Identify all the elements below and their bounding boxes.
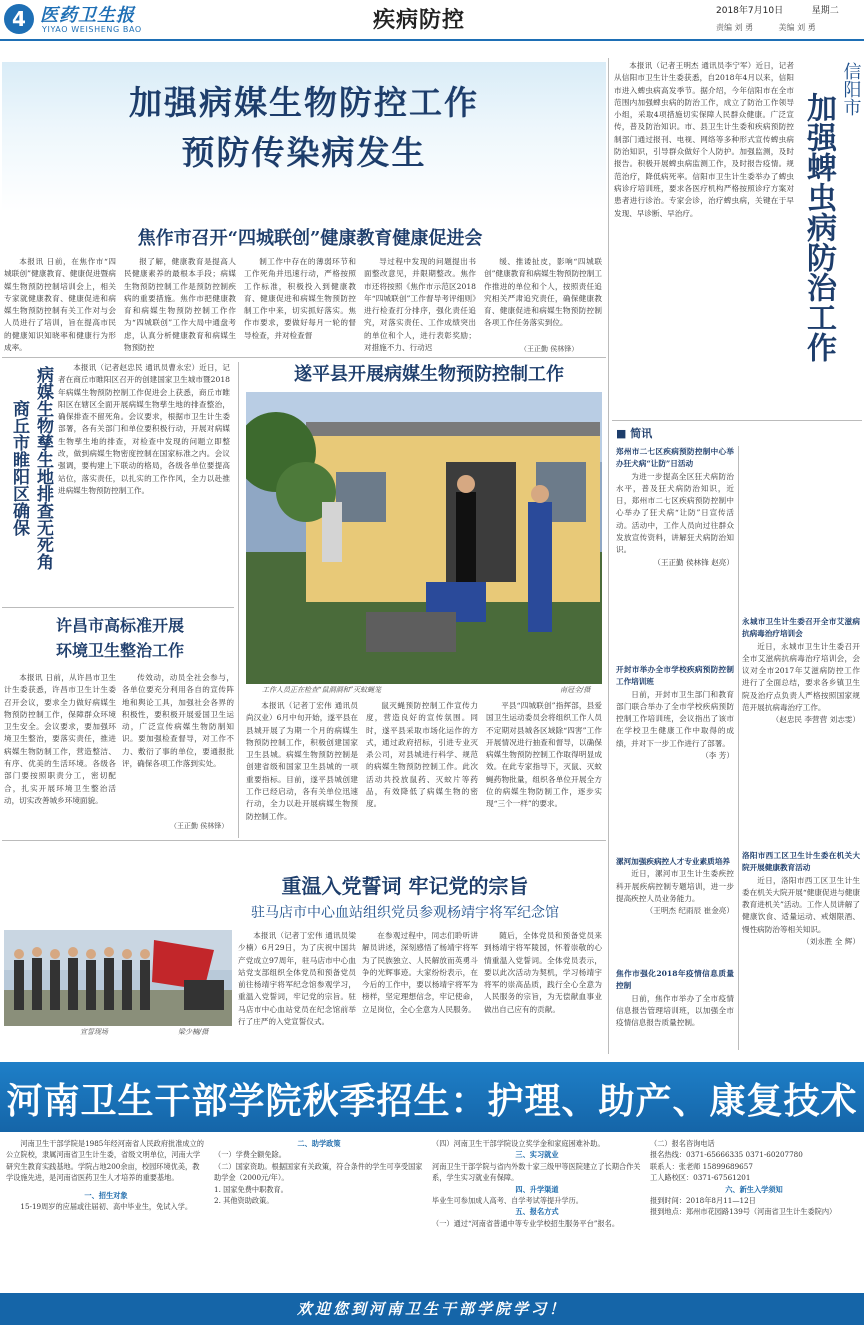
headline-banner — [2, 62, 606, 212]
right-title-big: 加强蜱虫病防治工作 — [801, 92, 836, 362]
ad-col3-item: 四、升学渠道 — [515, 1184, 559, 1194]
ad-col3-item: 河南卫生干部学院与省内外数十家三级甲等医院建立了长期合作关系，学生实习就业有保障。 — [432, 1161, 641, 1183]
divider — [738, 446, 739, 1050]
brief-head: 开封市举办全市学校疾病预防控制工作培训班 — [616, 665, 734, 687]
briefs-header: ■ 简讯 — [616, 427, 653, 440]
ad-col2-head: 二、助学政策 — [297, 1139, 341, 1148]
article4-col2: 鼠灭蝇预防控制工作宣传力度，营造良好的宣传氛围。同时，遂平县采取市场化运作的方式，通过政府招标，引进专业灭杀公司，对县城进行科学、规范的病媒生物预防控制工作。此次活动共投放鼠药、灭蚊片等药品，有效降低了病媒生物的密度。 — [366, 701, 478, 809]
article5-col3: 随后，全体党员和预备党员来到杨靖宇将军陵园，怀着崇敬的心情重温入党誓词。全体党员表示，要以此次活动为契机，学习杨靖宇将军的崇高品质，践行全心全意为人民服务的宗旨，为无偿献血事业做出自己应有的贡献。 — [484, 931, 602, 1014]
newspaper-logo: 医药卫生报 — [40, 5, 135, 26]
article3-title-line2: 环境卫生整治工作 — [55, 641, 184, 660]
ad-col1 — [6, 1138, 206, 1288]
article1-title: 焦作市召开“四城联创”健康教育健康促进会 — [137, 228, 483, 249]
brief-item-5: 永城市卫生计生委召开全市艾滋病抗病毒治疗培训会 近日，永城市卫生计生委召开全市艾滋病抗病毒治疗培训会，会议对全市2017年艾滋病防控工作进行了全面总结，要求各乡镇卫生院及治疗点负责人严格按照国家规范开展抗病毒治疗工作。 （赵忠民 李营营 刘志雯） — [742, 616, 860, 832]
article5-photo-caption: 宣誓现场 — [80, 1028, 108, 1036]
briefs-header-text: 简讯 — [630, 427, 653, 440]
article3-col1: 本报讯 日前，从许昌市卫生计生委获悉，许昌市卫生计生委召开会议，要求全力做好病媒生物预防控制工作，保障群众环境卫生安全。会议要求，要加强环境卫生整治，要落实责任，推进病媒生物防制工作，营造整洁、有序、优美的生活环境。各级各部门要按照职责分工，密切配合，扎实开展环境卫生整治活动，切实改善城乡环境面貌。 — [4, 673, 116, 805]
article3-title-line1: 许昌市高标准开展 — [55, 616, 184, 635]
article4-col3: 平县“四城联创”指挥部，县爱国卫生运动委员会将组织工作人员不定期对县城各区域除“四害”工作开展情况进行抽查和督导，以确保病媒生物预防控制工作取得明显成效。在此专家指导下，灭鼠、灭蚊蝇药物批量，组织各单位开展全方位的病媒生物防制工作，逐步实现“三个一样”的要求。 — [486, 701, 602, 809]
header-divider — [0, 39, 864, 41]
right-title-small: 信阳市 — [840, 62, 862, 116]
page-number-badge: 4 — [4, 4, 34, 34]
ad-footer-text: 欢迎您到河南卫生干部学院学习！ — [296, 1300, 567, 1318]
article4-photo-credit: 南冠全/摄 — [560, 686, 591, 694]
ad-col2-item: （二）国家资助。根据国家有关政策，符合条件的学生可享受国家助学金（2000元/年）。 — [214, 1161, 423, 1183]
brief-byline: （赵忠民 李营营 刘志雯） — [771, 715, 860, 725]
ad-col3-item: 五、报名方式 — [515, 1207, 559, 1217]
banner-line1: 加强病媒生物防控工作 — [129, 83, 479, 122]
issue-date — [716, 5, 839, 18]
ad-col2-item: 1. 国家免费中职教育。 — [214, 1184, 288, 1194]
article2-title-vertical-1: 病媒生物孳生地排查无死角 — [33, 366, 53, 570]
article2-body: 本报讯（记者赵忠民 通讯员曹永宏）近日，记者在商丘市睢阳区召开的创建国家卫生城市暨2018年病媒生物预防控制工作促进会上获悉，商丘市睢阳区在辖区全面开展病媒生物孳生地的排查整治，确保排查不留死角。会议要求，根据市卫生计生委部署，各有关部门和单位要积极行动，开展对病媒生物孳生地的排查，对检查中发现的问题立即整改，做到病媒生物密度控制在国家标准之内。会议强调，要构建上下联动的格局，各级各单位要提高站位，落实责任，以扎实的工作作风，全力以赴推进病媒生物预防控制工作。 — [58, 363, 230, 495]
brief-head: 永城市卫生计生委召开全市艾滋病抗病毒治疗培训会 — [742, 617, 860, 639]
ad-col4-head: （二）报名咨询电话 — [650, 1139, 715, 1148]
divider — [612, 420, 862, 421]
ad-col3-item: 三、实习就业 — [515, 1150, 559, 1160]
article1-col4: 导过程中发现的问题提出书面整改意见，并限期整改。焦作市还将按照《焦作市示范区2018年“四城联创”工作督导考评细则》进行检查打分排序，强化责任追究，对落实责任、工作成绩突出的单位和个人，进行表彰奖励；对措施不力、行动迟 — [364, 257, 476, 353]
ad-col4-item: 工人路校区：0371-67561201 — [650, 1173, 751, 1183]
ad-col4-item: 报到时间：2018年8月11—12日 — [650, 1196, 756, 1206]
brief-byline: （王正勤 侯林锋 赵亮） — [653, 557, 734, 567]
article1-col3: 制工作中存在的薄弱环节和工作死角并迅速行动，严格按照工作标准，积极投入到健康教育、健康促进和病媒生物预防控制工作中来，切实抓好落实。焦作市要求，要做好每月一轮的督导检查，并对检查督 — [244, 257, 356, 340]
article2-title-vertical-2: 商丘市睢阳区确保 — [9, 400, 29, 536]
article4-col1: 本报讯（记者丁宏伟 通讯员尚汉业）6月中旬开始，遂平县在县城开展了为期一个月的病媒生物预防控制工作，积极创建国家卫生县城。病媒生物预防控制是创建省级和国家卫生县城的一项重要指标。目前，遂平县城创建工作已经启动，各有关单位迅速行动，全力以赴开展病媒生物预防控制工作。 — [246, 701, 358, 821]
weekday-text: 星期二 — [811, 6, 839, 16]
ad-col4-item: 报到地点：郑州市花园路139号（河南省卫生计生委院内） — [650, 1207, 837, 1217]
brief-head: 漯河加强疾病控人才专业素质培养 — [616, 857, 730, 866]
ad-col1-head: 一、招生对象 — [84, 1190, 128, 1200]
brief-item-3: 漯河加强疾病控人才专业素质培养 近日，漯河市卫生计生委疾控科开展疾病控制专题培训，进一步提高疾控人员业务能力。 （王明杰 纪雨辰 崔金亮） — [616, 856, 734, 960]
article5-photo — [4, 930, 232, 1026]
newspaper-logo-en: YIYAO WEISHENG BAO — [42, 25, 142, 34]
ad-intro: 河南卫生干部学院是1985年经河南省人民政府批准成立的公立院校，隶属河南省卫生计生委，省级文明单位，河南大学研究生教育实践基地。学院占地200余亩，校园环境优美，教学设施先进，是河南省医药卫生人才培养的重要基地。 — [6, 1139, 204, 1183]
date-text: 2018年7月10日 — [716, 6, 784, 16]
editor-info — [716, 22, 816, 33]
ad-col2 — [214, 1138, 424, 1288]
section-title: 疾病防控 — [373, 7, 466, 33]
ad-col4-item: 报名热线：0371-65666335 0371-60207780 — [650, 1150, 803, 1160]
designer-text: 美编 刘 勇 — [778, 23, 816, 32]
brief-byline: （李 芳） — [701, 751, 734, 761]
divider — [2, 840, 606, 841]
brief-item-6: 洛阳市西工区卫生计生委在机关大院开展健康教育活动 近日，洛阳市西工区卫生计生委在机关大院开展“健康促进与健康教育进机关”活动。工作人员讲解了健康饮食、适量运动、戒烟限酒、慢性病防治等相关知识。 （刘永胜 全 辉） — [742, 850, 860, 1050]
article1-col1: 本报讯 日前，在焦作市“四城联创”健康教育、健康促进暨病媒生物预防控制培训会上，相关专家就健康教育、健康促进和病媒生物预防控制有关工作对与会人员进行了培训，旨在提高市民的健康知识知晓率和健康行为形成率。 — [4, 257, 116, 353]
article4-photo — [246, 392, 602, 684]
article3-byline: （王正勤 侯林锋） — [170, 822, 229, 830]
article1-byline: （王正勤 侯林锋） — [520, 345, 579, 353]
brief-byline: （王明杰 纪雨辰 崔金亮） — [645, 906, 734, 916]
ad-banner — [0, 1062, 864, 1132]
editor-text: 责编 刘 勇 — [716, 23, 754, 32]
divider — [2, 357, 606, 358]
right-col-body: 本报讯（记者王明杰 通讯员李宁军）近日，记者从信阳市卫生计生委获悉，自2018年4月以来，信阳市进入蜱虫病高发季节。据介绍，今年信阳市在全市范围内加强蜱虫病的防治工作，成立了防治工作领导小组，采取4项措施切实保障人民群众健康。广泛宣传，普及防治知识。市、县卫生计生委和疾病预防控制部门通过报刊、电视、网络等多种形式宣传蜱虫病防治知识，引导群众做好个人防护。加强监测，及时报告。积极开展蜱虫病监测工作，及时报告疫情。规范治疗，降低病死率。信阳市卫生计生委举办了蜱虫病诊疗培训班，要求各医疗机构严格按照诊疗方案对患者进行诊治。专家会诊，治疗蜱虫病，关键在于早发现、早诊断、早治疗。 — [614, 61, 794, 218]
divider — [2, 607, 234, 608]
ad-col3 — [432, 1138, 642, 1288]
photo-illustration — [246, 392, 602, 684]
ad-col4-item: 联系人：张老师 15899689657 — [650, 1161, 753, 1171]
ad-col3-head: （四）河南卫生干部学院设立奖学金和家庭困难补助。 — [432, 1139, 605, 1148]
ad-col4-item: 六、新生入学须知 — [725, 1184, 783, 1194]
article5-col2: 在参观过程中，同志们聆听讲解员讲述，深刻感悟了杨靖宇将军为了民族独立、人民解放而英勇斗争的光辉事迹。大家纷纷表示，在今后的工作中，要以杨靖宇将军为榜样，坚定理想信念，牢记使命，立足岗位，全心全意为人民服务。 — [362, 931, 478, 1014]
brief-head: 焦作市强化2018年疫情信息质量控制 — [616, 969, 734, 991]
article1-col2: 报了解，健康教育是提高人民健康素养的最根本手段；病媒生物预防控制工作是预防控制疾病的重要措施。焦作市把健康教育和病媒生物预防控制工作作为“四城联创”工作大局中通盘考虑，认真分析健康教育和病媒生物预防控 — [124, 257, 236, 353]
divider — [238, 362, 239, 838]
article5-title: 重温入党誓词 牢记党的宗旨 — [281, 874, 529, 898]
ad-col2-item: 2. 其他资助政策。 — [214, 1196, 274, 1206]
banner-line2: 预防传染病发生 — [181, 133, 427, 172]
ad-col3-item: 毕业生可参加成人高考、自学考试等提升学历。 — [432, 1196, 583, 1206]
article3-col2: 传效动，动员全社会参与，各单位要充分利用各自的宣传阵地和舆论工具，加强社会各界的积极性，要积极开展爱国卫生运动，广泛宣传病媒生物防制知识。要加强检查督导，对工作不力、敷衍了事的单位，要通报批评，确保各项工作落到实处。 — [122, 673, 234, 769]
photo-illustration — [4, 930, 232, 1026]
brief-head: 郑州市二七区疾病预防控制中心举办狂犬病“让防”日活动 — [616, 447, 734, 469]
divider — [608, 58, 609, 1054]
brief-head: 洛阳市西工区卫生计生委在机关大院开展健康教育活动 — [742, 851, 860, 873]
article5-col1: 本报讯（记者丁宏伟 通讯员梁少楠）6月29日，为了庆祝中国共产党成立97周年，驻马店市中心血站党支部组织全体党员和预备党员前往杨靖宇将军纪念馆参观学习，重温入党誓词，牢记党的宗旨。驻马店市中心血站党员在纪念馆前举行了庄严的入党宣誓仪式。 — [238, 931, 356, 1027]
brief-byline: （刘永胜 全 辉） — [802, 937, 860, 947]
brief-item-2: 开封市举办全市学校疾病预防控制工作培训班 日前，开封市卫生部门和教育部门联合举办了全市学校疾病预防控制工作培训班，会议指出了该市在学校卫生健康工作中取得的成绩，并对下一步工作进行了部署。 （李 芳） — [616, 664, 734, 844]
article4-photo-caption: 工作人员正在检查“鼠洞洞和”灭蚊蝇笼 — [262, 686, 382, 694]
ad-footer-banner — [0, 1293, 864, 1325]
brief-item-1: 郑州市二七区疾病预防控制中心举办狂犬病“让防”日活动 为进一步提高全区狂犬病防治水平，普及狂犬病防治知识，近日，郑州市二七区疾病预防控制中心举办了狂犬病“让防”日宣传活动。活动中，工作人员向过往群众发放宣传资料，讲解狂犬病防治知识。 （王正勤 侯林锋 赵亮） — [616, 446, 734, 650]
ad-title: 河南卫生干部学院秋季招生：护理、助产、康复技术 — [6, 1081, 858, 1122]
ad-col1-text: 15-19周岁的应届或往届初、高中毕业生，免试入学。 — [20, 1202, 193, 1212]
brief-item-4: 焦作市强化2018年疫情信息质量控制 日前，焦作市举办了全市疫情信息报告管理培训班，以加强全市疫情信息报告质量控制。 — [616, 969, 734, 1028]
ad-col4 — [650, 1138, 858, 1288]
article1-col5: 缓、推诿扯皮，影响“四城联创”健康教育和病媒生物预防控制工作推进的单位和个人，按照责任追究相关严肃追究责任，确保健康教育、健康促进和病媒生物预防控制各项工作任务落实到位。 — [484, 257, 602, 328]
ad-col3-item: （一）通过“河南省普通中等专业学校招生服务平台”报名。 — [432, 1218, 620, 1228]
ad-col2-item: （一）学费全额免除。 — [214, 1150, 286, 1160]
article5-photo-credit: 梁少楠/摄 — [178, 1028, 209, 1036]
article4-title: 遂平县开展病媒生物预防控制工作 — [294, 364, 564, 385]
article5-subtitle: 驻马店市中心血站组织党员参观杨靖宇将军纪念馆 — [251, 905, 559, 921]
